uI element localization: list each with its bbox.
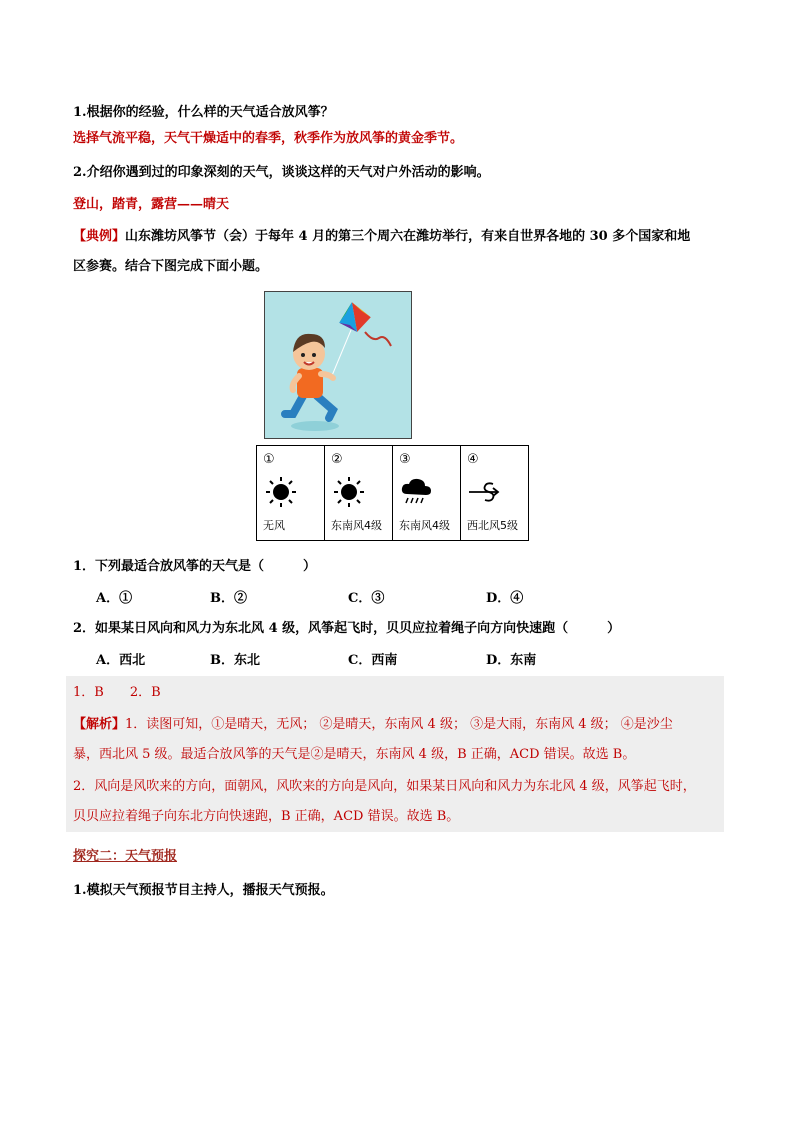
answer-key: 1．B 2．B <box>73 685 161 700</box>
analysis-text-1: 1．读图可知，①是晴天，无风； ②是晴天，东南风 4 级； ③是大雨，东南风 4 级； ④是沙尘 <box>125 717 673 732</box>
section-2-title: 探究二：天气预报 <box>73 849 178 864</box>
weather-cell-2 <box>325 446 393 540</box>
sub1-option-c: C．③ <box>348 591 385 606</box>
example-line-2: 区参赛。结合下图完成下面小题。 <box>73 259 269 274</box>
weather-cell-4 <box>461 446 528 540</box>
analysis-line-3: 2．风向是风吹来的方向，面朝风，风吹来的方向是风向，如果某日风向和风力为东北风 4 级，风筝起飞时， <box>73 779 696 794</box>
analysis-line-1 <box>73 716 673 734</box>
rain-cloud-icon <box>399 476 435 508</box>
analysis-tag: 【解析】 <box>73 717 126 732</box>
question-1: 1.根据你的经验，什么样的天气适合放风筝？ <box>73 105 334 120</box>
weather-label: 西北风5级 <box>467 519 518 532</box>
sub1-option-b: B．② <box>210 591 247 606</box>
weather-number: ① <box>263 452 275 467</box>
sub-question-2: 2．如果某日风向和风力为东北风 4 级，风筝起飞时，贝贝应拉着绳子向方向快速跑（ ） <box>73 621 621 636</box>
weather-label: 无风 <box>263 519 285 532</box>
sub2-option-a: A．西北 <box>96 653 146 668</box>
example-line-1 <box>73 228 690 246</box>
example-tag: 【典例】 <box>73 229 126 244</box>
sun-icon <box>263 476 299 508</box>
sub2-option-c: C．西南 <box>348 653 398 668</box>
sub2-option-d: D．东南 <box>486 653 537 668</box>
kite-boy-illustration <box>264 291 412 439</box>
example-text-1: 山东潍坊风筝节（会）于每年 4 月的第三个周六在潍坊举行，有来自世界各地的 30 多个国家和地 <box>125 229 691 244</box>
section-2-item-1: 1.模拟天气预报节目主持人，播报天气预报。 <box>73 883 334 898</box>
weather-number: ③ <box>399 452 411 467</box>
analysis-line-4: 贝贝应拉着绳子向东北方向快速跑，B 正确，ACD 错误。故选 B。 <box>73 809 460 824</box>
weather-table <box>256 445 529 541</box>
answer-2: 登山，踏青，露营——晴天 <box>73 197 230 212</box>
answer-1: 选择气流平稳，天气干燥适中的春季，秋季作为放风筝的黄金季节。 <box>73 131 464 146</box>
weather-number: ② <box>331 452 343 467</box>
sandstorm-icon <box>467 476 503 508</box>
sub1-option-a: A．① <box>96 591 133 606</box>
analysis-line-2: 暴，西北风 5 级。最适合放风筝的天气是②是晴天，东南风 4 级，B 正确，ACD 错误。故选 B。 <box>73 747 636 762</box>
answer-box <box>66 676 724 832</box>
weather-number: ④ <box>467 452 479 467</box>
sun-icon <box>331 476 367 508</box>
weather-cell-1 <box>257 446 325 540</box>
sub-question-1: 1．下列最适合放风筝的天气是（ ） <box>73 559 317 574</box>
question-2: 2.介绍你遇到过的印象深刻的天气，谈谈这样的天气对户外活动的影响。 <box>73 165 490 180</box>
weather-label: 东南风4级 <box>331 519 382 532</box>
sub2-option-b: B．东北 <box>210 653 260 668</box>
weather-label: 东南风4级 <box>399 519 450 532</box>
sub1-option-d: D．④ <box>486 591 524 606</box>
weather-cell-3 <box>393 446 461 540</box>
